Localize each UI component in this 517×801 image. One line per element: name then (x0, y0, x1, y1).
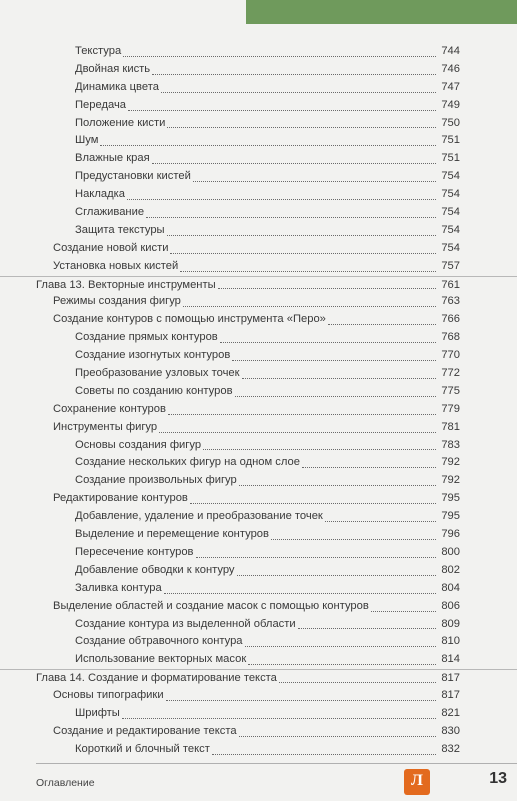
toc-page-number: 761 (441, 278, 460, 291)
dot-leader (239, 485, 436, 486)
toc-entry-row (0, 616, 517, 634)
toc-entry-row (0, 132, 517, 150)
toc-page-number: 810 (441, 635, 460, 648)
toc-entry-row (0, 544, 517, 562)
page-number: 13 (489, 770, 507, 787)
table-of-contents (0, 43, 517, 759)
toc-page-number: 775 (441, 384, 460, 397)
toc-entry-title: Выделение областей и создание масок с помощью контуров (53, 599, 369, 612)
toc-entry-title: Создание контуров с помощью инструмента «Перо» (53, 313, 326, 326)
toc-page-number: 766 (441, 313, 460, 326)
toc-chapter-row (0, 276, 517, 294)
toc-page-number: 832 (441, 742, 460, 755)
toc-entry-row (0, 598, 517, 616)
toc-entry-title: Редактирование контуров (53, 492, 188, 505)
dot-leader (325, 521, 436, 522)
toc-page-number: 806 (441, 599, 460, 612)
page-footer (36, 763, 517, 801)
dot-leader (218, 288, 436, 289)
toc-entry-row (0, 705, 517, 723)
dot-leader (237, 575, 436, 576)
toc-page-number: 809 (441, 617, 460, 630)
dot-leader (232, 360, 436, 361)
dot-leader (328, 324, 436, 325)
dot-leader (203, 449, 436, 450)
dot-leader (100, 145, 436, 146)
dot-leader (235, 396, 436, 397)
dot-leader (167, 235, 436, 236)
toc-page-number: 754 (441, 223, 460, 236)
toc-entry-row (0, 365, 517, 383)
toc-page-number: 781 (441, 420, 460, 433)
toc-page-number: 750 (441, 116, 460, 129)
toc-entry-row (0, 723, 517, 741)
toc-entry-row (0, 168, 517, 186)
toc-entry-title: Инструменты фигур (53, 420, 158, 433)
dot-leader (196, 557, 437, 558)
toc-entry-title: Заливка контура (75, 581, 162, 594)
toc-entry-title: Создание нескольких фигур на одном слое (75, 456, 300, 469)
dot-leader (180, 271, 436, 272)
dot-leader (242, 378, 436, 379)
toc-entry-title: Выделение и перемещение контуров (75, 528, 269, 541)
toc-entry-row (0, 97, 517, 115)
dot-leader (193, 181, 436, 182)
dot-leader (245, 646, 436, 647)
toc-page-number: 746 (441, 62, 460, 75)
toc-page-number: 814 (441, 653, 460, 666)
toc-entry-title: Преобразование узловых точек (75, 367, 240, 380)
toc-entry-title: Установка новых кистей (53, 259, 179, 272)
toc-entry-title: Основы создания фигур (75, 438, 202, 451)
toc-chapter-row (0, 669, 517, 687)
toc-page-number: 754 (441, 241, 460, 254)
toc-entry-title: Режимы создания фигур (53, 295, 181, 308)
toc-page-number: 754 (441, 188, 460, 201)
toc-entry-row (0, 222, 517, 240)
dot-leader (183, 306, 436, 307)
toc-entry-title: Использование векторных масок (75, 653, 247, 666)
toc-entry-row (0, 401, 517, 419)
toc-entry-row (0, 347, 517, 365)
toc-entry-title: Динамика цвета (75, 80, 159, 93)
toc-page-number: 763 (441, 295, 460, 308)
toc-entry-row (0, 454, 517, 472)
dot-leader (122, 718, 436, 719)
toc-entry-row (0, 490, 517, 508)
toc-page-number: 751 (441, 134, 460, 147)
toc-page-number: 783 (441, 438, 460, 451)
dot-leader (152, 163, 436, 164)
toc-entry-title: Сохранение контуров (53, 402, 166, 415)
toc-entry-row (0, 580, 517, 598)
toc-entry-row (0, 383, 517, 401)
dot-leader (167, 127, 436, 128)
toc-entry-row (0, 633, 517, 651)
toc-entry-title: Создание контура из выделенной области (75, 617, 296, 630)
toc-entry-title: Создание новой кисти (53, 241, 169, 254)
toc-page-number: 796 (441, 528, 460, 541)
toc-page-number: 779 (441, 402, 460, 415)
toc-entry-row (0, 651, 517, 669)
toc-entry-title: Создание обтравочного контура (75, 635, 243, 648)
toc-page-number: 804 (441, 581, 460, 594)
toc-entry-title: Сглаживание (75, 206, 145, 219)
dot-leader (302, 467, 436, 468)
toc-page-number: 749 (441, 98, 460, 111)
dot-leader (164, 593, 436, 594)
toc-entry-row (0, 61, 517, 79)
toc-entry-title: Влажные края (75, 152, 150, 165)
toc-entry-row (0, 687, 517, 705)
toc-entry-title: Основы типографики (53, 689, 164, 702)
toc-entry-title: Текстура (75, 45, 122, 57)
toc-entry-row (0, 526, 517, 544)
toc-entry-row (0, 150, 517, 168)
toc-entry-title: Пересечение контуров (75, 545, 194, 558)
toc-page-number: 817 (441, 672, 460, 685)
toc-page-number: 754 (441, 206, 460, 219)
toc-entry-title: Предустановки кистей (75, 170, 191, 183)
toc-page-number: 747 (441, 80, 460, 93)
dot-leader (271, 539, 436, 540)
toc-entry-row (0, 258, 517, 276)
toc-page-number: 795 (441, 510, 460, 523)
toc-page-number: 817 (441, 689, 460, 702)
toc-page-number: 744 (441, 45, 460, 57)
toc-page-number: 772 (441, 367, 460, 380)
toc-entry-row (0, 508, 517, 526)
toc-entry-title: Создание прямых контуров (75, 331, 218, 344)
dot-leader (146, 217, 436, 218)
toc-page-number: 792 (441, 474, 460, 487)
toc-page-number: 802 (441, 563, 460, 576)
footer-section-label: Оглавление (36, 777, 95, 789)
dot-leader (371, 611, 436, 612)
toc-entry-title: Создание изогнутых контуров (75, 349, 231, 362)
toc-entry-title: Короткий и блочный текст (75, 742, 210, 755)
toc-entry-row (0, 115, 517, 133)
toc-entry-row (0, 204, 517, 222)
toc-page-number: 770 (441, 349, 460, 362)
toc-entry-title: Шум (75, 134, 99, 147)
toc-page-number: 754 (441, 170, 460, 183)
dot-leader (248, 664, 436, 665)
publisher-logo-icon (404, 769, 430, 795)
toc-entry-title: Шрифты (75, 706, 120, 719)
toc-page-number: 795 (441, 492, 460, 505)
dot-leader (298, 628, 436, 629)
toc-entry-title: Передача (75, 98, 127, 111)
dot-leader (152, 74, 436, 75)
dot-leader (220, 342, 436, 343)
toc-page-number: 751 (441, 152, 460, 165)
toc-entry-row (0, 240, 517, 258)
toc-entry-title: Добавление обводки к контуру (75, 563, 235, 576)
toc-page-number: 757 (441, 259, 460, 272)
dot-leader (168, 414, 436, 415)
toc-entry-row (0, 186, 517, 204)
toc-entry-row (0, 43, 517, 61)
toc-entry-title: Добавление, удаление и преобразование точек (75, 510, 323, 523)
dot-leader (279, 682, 436, 683)
toc-entry-row (0, 741, 517, 759)
toc-entry-title: Создание произвольных фигур (75, 474, 237, 487)
toc-entry-row (0, 79, 517, 97)
dot-leader (127, 199, 436, 200)
toc-entry-title: Советы по созданию контуров (75, 384, 233, 397)
toc-entry-row (0, 419, 517, 437)
dot-leader (159, 432, 436, 433)
dot-leader (190, 503, 436, 504)
toc-entry-title: Создание и редактирование текста (53, 724, 237, 737)
dot-leader (128, 110, 436, 111)
toc-page-number: 792 (441, 456, 460, 469)
dot-leader (170, 253, 436, 254)
header-color-band (246, 0, 517, 24)
toc-entry-row (0, 562, 517, 580)
toc-page-number: 830 (441, 724, 460, 737)
toc-entry-title: Положение кисти (75, 116, 166, 129)
dot-leader (212, 754, 436, 755)
dot-leader (123, 56, 436, 57)
toc-entry-row (0, 437, 517, 455)
toc-entry-row (0, 311, 517, 329)
toc-entry-title: Глава 14. Создание и форматирование текста (36, 672, 277, 685)
toc-entry-title: Двойная кисть (75, 62, 151, 75)
logo-letter: Л (411, 772, 423, 789)
toc-entry-row (0, 293, 517, 311)
toc-page-number: 768 (441, 331, 460, 344)
toc-entry-title: Накладка (75, 188, 125, 201)
dot-leader (161, 92, 436, 93)
toc-page-number: 821 (441, 706, 460, 719)
dot-leader (166, 700, 436, 701)
toc-page-number: 800 (441, 545, 460, 558)
toc-entry-title: Глава 13. Векторные инструменты (36, 278, 216, 291)
dot-leader (239, 736, 436, 737)
toc-entry-row (0, 472, 517, 490)
toc-entry-title: Защита текстуры (75, 223, 165, 236)
toc-entry-row (0, 329, 517, 347)
